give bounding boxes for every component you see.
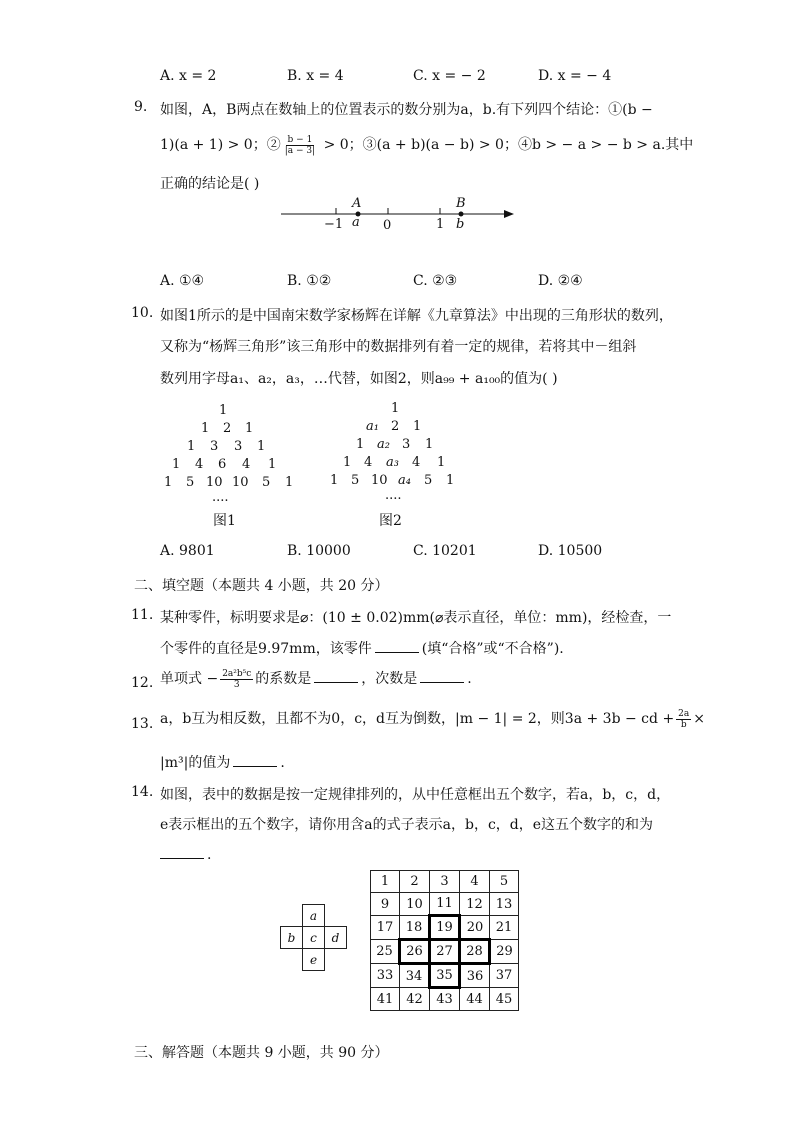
table-cell-framed: 19 (430, 916, 460, 940)
fig2-r2-c2: 2 (391, 419, 400, 434)
fig1-r3-c2: 3 (210, 439, 219, 454)
q13-times: × (693, 711, 705, 727)
fig2-r5-c1: 1 (330, 473, 339, 488)
q13-answer-blank[interactable] (233, 754, 277, 767)
table-cell: 1 (371, 871, 400, 893)
q9-tick-1: 1 (436, 217, 445, 232)
fig1-r3-c3: 3 (234, 439, 243, 454)
table-cell: 34 (400, 964, 430, 988)
fig1-r2-c1: 1 (201, 421, 210, 436)
fig1-r5-c6: 1 (285, 475, 294, 490)
q13-fraction (676, 709, 691, 730)
fig1-r4-c3: 6 (218, 457, 227, 472)
table-cell: 20 (460, 916, 490, 940)
q11-line2 (160, 638, 564, 658)
q13-line1-text: a，b互为相反数，且都不为0，c，d互为倒数，|m − 1| = 2，则3a + 3b − cd + (160, 711, 675, 727)
q9-tick-0: 0 (383, 218, 392, 233)
q10-option-a[interactable]: A. 9801 (160, 543, 215, 559)
q9-option-c[interactable]: C. ②③ (413, 273, 458, 289)
q12-mid2: ，次数是 (361, 671, 418, 687)
fig2-r5-c3: 10 (371, 473, 388, 488)
q9-frac-num: b − 1 (287, 134, 313, 145)
q9-line2-a: 1)(a + 1) > 0；② (160, 137, 281, 153)
fig2-r5-c5: 5 (424, 473, 433, 488)
q9-number-line (278, 194, 518, 238)
fig2-r4-c3: a₃ (386, 455, 399, 470)
fig1-r4-c2: 4 (195, 457, 204, 472)
q13-line2 (160, 752, 285, 772)
fig1-r1-c1: 1 (219, 403, 228, 418)
q9-label-B: B (456, 196, 466, 211)
table-cell: 37 (490, 964, 519, 988)
q14-cross-figure (280, 904, 347, 971)
fig2-r5-c4: a₄ (398, 473, 411, 488)
q12-number: 12. (131, 675, 154, 691)
q13-frac-num: 2a (678, 708, 690, 719)
q14-answer-blank[interactable] (160, 846, 204, 859)
table-cell-framed: 26 (400, 940, 430, 964)
q12-mid: 的系数是 (255, 671, 312, 687)
fig1-r4-c4: 4 (242, 457, 251, 472)
fig1-r4-c5: 1 (268, 457, 277, 472)
q11-answer-blank[interactable] (375, 640, 419, 653)
fig1-r5-c5: 5 (262, 475, 271, 490)
q12-pre: 单项式 − (160, 671, 219, 687)
table-cell: 11 (430, 893, 460, 916)
q10-line2: 又称为“杨辉三角形”该三角形中的数据排列有着一定的规律，若将其中－组斜 (160, 339, 637, 355)
q12-end: . (467, 671, 472, 687)
q10-option-d[interactable]: D. 10500 (538, 543, 603, 559)
q14-line2: e表示框出的五个数字，请你用含a的式子表示a，b，c，d，e这五个数字的和为 (160, 817, 654, 833)
table-cell: 13 (490, 893, 519, 916)
fig1-r3-c4: 1 (257, 439, 266, 454)
fig2-r3-c4: 1 (425, 437, 434, 452)
table-cell: 45 (490, 988, 519, 1011)
table-cell-framed: 35 (430, 964, 460, 988)
q9-option-b[interactable]: B. ①② (287, 273, 332, 289)
q8-option-d[interactable]: D. x = − 4 (538, 68, 612, 84)
q8-option-b[interactable]: B. x = 4 (287, 68, 344, 84)
cross-b: b (281, 927, 303, 949)
q12-coefficient-blank[interactable] (314, 670, 358, 683)
table-cell: 21 (490, 916, 519, 940)
q11-line2-a: 个零件的直径是9.97mm，该零件 (160, 641, 372, 657)
q9-frac-den: |a − 3| (284, 145, 316, 156)
fig2-r4-c4: 4 (412, 455, 421, 470)
q13-line1 (160, 708, 705, 730)
fig2-r3-c1: 1 (356, 437, 365, 452)
fig2-r4-c5: 1 (437, 455, 446, 470)
q9-line2 (160, 134, 693, 156)
q9-label-A: A (352, 196, 362, 211)
q14-line3 (160, 846, 211, 863)
fig1-dots: .... (212, 490, 229, 505)
q11-number: 11. (131, 607, 154, 623)
table-cell: 12 (460, 893, 490, 916)
fig2-dots: .... (385, 488, 402, 503)
table-cell-framed: 27 (430, 940, 460, 964)
q14-line1: 如图，表中的数据是按一定规律排列的，从中任意框出五个数字，若a，b，c，d， (160, 787, 671, 803)
q9-label-b: b (456, 217, 465, 232)
cross-d: d (325, 927, 347, 949)
q9-option-d[interactable]: D. ②④ (538, 273, 583, 289)
table-cell: 29 (490, 940, 519, 964)
q8-option-a[interactable]: A. x = 2 (160, 68, 217, 84)
table-cell: 44 (460, 988, 490, 1011)
q10-line1: 如图1所示的是中国南宋数学家杨辉在详解《九章算法》中出现的三角形状的数列， (160, 308, 673, 324)
table-cell: 33 (371, 964, 400, 988)
fig1-r2-c2: 2 (223, 421, 232, 436)
q14-number-table (370, 870, 519, 1011)
section-2-heading: 二、填空题（本题共 4 小题，共 20 分） (134, 578, 389, 594)
q11-line1: 某种零件，标明要求是⌀：(10 ± 0.02)mm(⌀表示直径，单位：mm)，经检查，一 (160, 610, 672, 626)
table-cell: 43 (430, 988, 460, 1011)
table-cell: 41 (371, 988, 400, 1011)
cross-empty (325, 949, 347, 971)
fig1-r5-c3: 10 (206, 475, 223, 490)
cross-a: a (303, 905, 325, 927)
q9-label-a: a (352, 215, 360, 230)
table-cell: 3 (430, 871, 460, 893)
q14-number: 14. (131, 784, 154, 800)
q12-frac-den: 3 (233, 679, 240, 690)
fig2-r2-c1: a₁ (366, 419, 379, 434)
q9-line1: 如图，A，B两点在数轴上的位置表示的数分别为a，b.有下列四个结论：①(b − (160, 102, 653, 118)
cross-c: c (303, 927, 325, 949)
q12-degree-blank[interactable] (420, 670, 464, 683)
fig2-r5-c6: 1 (446, 473, 455, 488)
q9-tick-neg1: −1 (324, 217, 344, 232)
cross-empty (281, 905, 303, 927)
q10-option-b[interactable]: B. 10000 (287, 543, 351, 559)
table-cell-framed: 28 (460, 940, 490, 964)
table-cell: 36 (460, 964, 490, 988)
table-cell: 2 (400, 871, 430, 893)
fig2-r1-c1: 1 (391, 401, 400, 416)
fig2-r4-c1: 1 (343, 455, 352, 470)
q10-line3: 数列用字母a₁、a₂，a₃，…代替，如图2，则a₉₉ + a₁₀₀的值为( ) (160, 371, 558, 387)
q13-number: 13. (131, 716, 154, 732)
table-cell: 42 (400, 988, 430, 1011)
q12-line (160, 668, 472, 690)
cross-e: e (303, 949, 325, 971)
q8-option-c[interactable]: C. x = − 2 (413, 68, 486, 84)
q10-option-c[interactable]: C. 10201 (413, 543, 477, 559)
table-cell: 18 (400, 916, 430, 940)
table-cell: 25 (371, 940, 400, 964)
q9-line3: 正确的结论是( ) (160, 176, 260, 192)
q11-line2-b: (填“合格”或“不合格”). (421, 641, 564, 657)
fig2-r4-c2: 4 (364, 455, 373, 470)
fig2-caption: 图2 (379, 513, 402, 529)
q13-line2-b: . (280, 755, 285, 771)
q9-line2-b: > 0；③(a + b)(a − b) > 0；④b > − a > − b > a.其中 (319, 137, 694, 153)
fig2-r3-c3: 3 (402, 437, 411, 452)
q13-frac-den: b (680, 719, 687, 730)
fig2-r3-c2: a₂ (377, 437, 390, 452)
section-3-heading: 三、解答题（本题共 9 小题，共 90 分） (134, 1045, 389, 1061)
fig1-caption: 图1 (213, 513, 236, 529)
q10-number: 10. (131, 305, 154, 321)
q9-number: 9. (134, 99, 148, 115)
table-cell: 9 (371, 893, 400, 916)
fig1-r5-c2: 5 (186, 475, 195, 490)
fig1-r5-c1: 1 (164, 475, 173, 490)
q12-fraction (220, 669, 253, 690)
q13-line2-a: |m³|的值为 (160, 755, 231, 771)
fig1-r3-c1: 1 (187, 439, 196, 454)
fig2-r2-c3: 1 (413, 419, 422, 434)
fig1-r5-c4: 10 (232, 475, 249, 490)
fig2-r5-c2: 5 (351, 473, 360, 488)
q9-fraction (283, 135, 317, 156)
table-cell: 10 (400, 893, 430, 916)
cross-empty (281, 949, 303, 971)
table-cell: 4 (460, 871, 490, 893)
table-cell: 5 (490, 871, 519, 893)
table-cell: 17 (371, 916, 400, 940)
q12-frac-num: 2a²b⁵c (222, 668, 252, 679)
fig1-r2-c3: 1 (245, 421, 254, 436)
fig1-r4-c1: 1 (172, 457, 181, 472)
q9-option-a[interactable]: A. ①④ (160, 273, 205, 289)
cross-empty (325, 905, 347, 927)
q14-line3-end: . (207, 847, 212, 863)
